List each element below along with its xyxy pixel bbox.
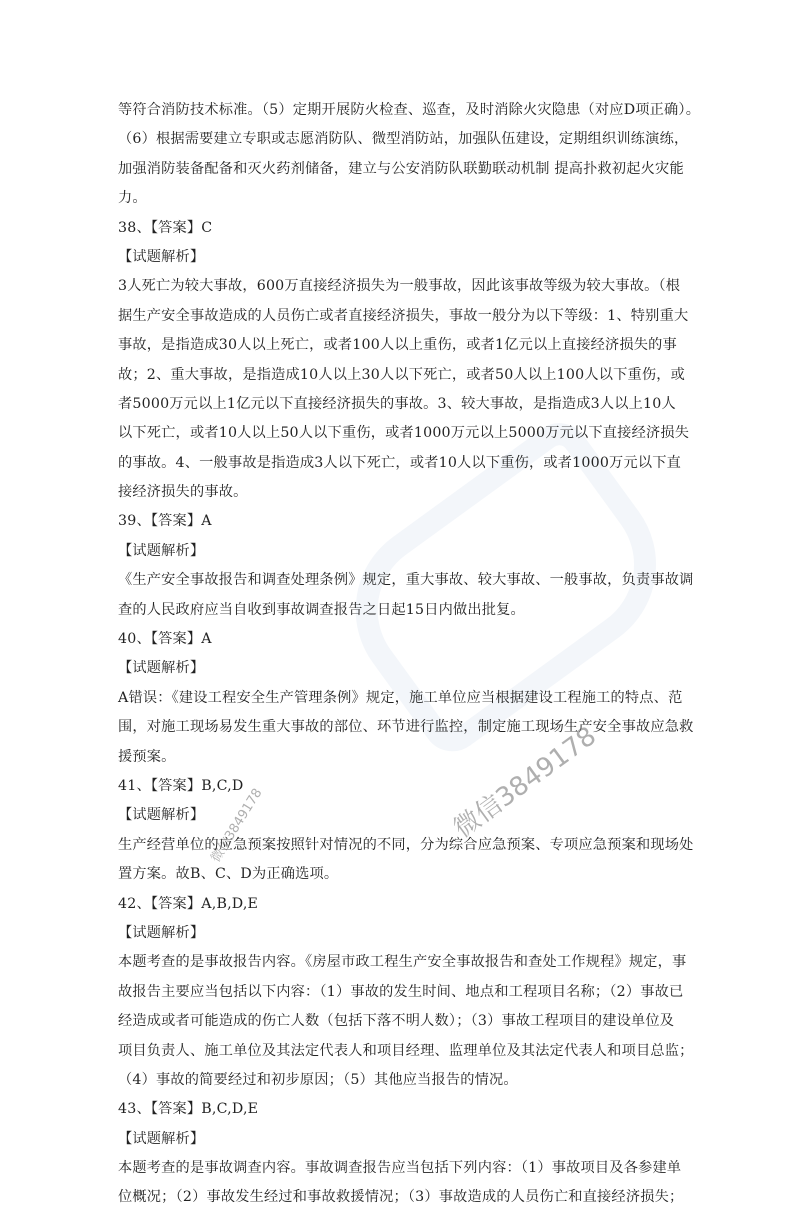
text-line: 以下死亡，或者10人以上50人以下重伤，或者1000万元以上5000万元以下直接经济损失 bbox=[118, 425, 690, 442]
text-line: 3人死亡为较大事故，600万直接经济损失为一般事故，因此该事故等级为较大事故。（根 bbox=[118, 278, 681, 295]
answer-heading-41: 41、【答案】B,C,D bbox=[118, 777, 244, 794]
text-line: 置方案。故B、C、D为正确选项。 bbox=[118, 866, 339, 883]
text-line: 经造成或者可能造成的伤亡人数（包括下落不明人数）；（3）事故工程项目的建设单位及 bbox=[118, 1013, 675, 1030]
text-line: 围，对施工现场易发生重大事故的部位、环节进行监控，制定施工现场生产安全事故应急救 bbox=[118, 719, 694, 736]
text-line: 加强消防装备配备和灭火药剂储备，建立与公安消防队联勤联动机制 提高扑救初起火灾能 bbox=[118, 160, 684, 177]
watermark-text-small: 微信3849178 bbox=[208, 785, 266, 866]
analysis-heading: 【试题解析】 bbox=[118, 248, 205, 265]
text-line: 者5000万元以上1亿元以下直接经济损失的事故。3、较大事故，是指造成3人以上10人 bbox=[118, 395, 676, 412]
text-line: 生产经营单位的应急预案按照针对情况的不同，分为综合应急预案、专项应急预案和现场处 bbox=[118, 836, 694, 853]
analysis-heading: 【试题解析】 bbox=[118, 1130, 205, 1147]
answer-heading-38: 38、【答案】C bbox=[118, 219, 213, 236]
text-line: 位概况；（2）事故发生经过和事故救援情况；（3）事故造成的人员伤亡和直接经济损失； bbox=[118, 1189, 684, 1206]
text-line: 查的人民政府应当自收到事故调查报告之日起15日内做出批复。 bbox=[118, 601, 525, 618]
text-line: 援预案。 bbox=[118, 748, 176, 765]
text-line: 故；2、重大事故，是指造成10人以上30人以下死亡，或者50人以上100人以下重伤，或 bbox=[118, 366, 686, 383]
answer-explanation-text bbox=[118, 96, 701, 1213]
text-line: 力。 bbox=[118, 190, 147, 207]
text-line: （6）根据需要建立专职或志愿消防队、微型消防站，加强队伍建设，定期组织训练演练， bbox=[118, 131, 689, 148]
analysis-heading: 【试题解析】 bbox=[118, 660, 205, 677]
text-line: 据生产安全事故造成的人员伤亡或者直接经济损失，事故一般分为以下等级：1、特别重大 bbox=[118, 307, 689, 324]
text-line: 本题考查的是事故调查内容。事故调查报告应当包括下列内容：（1）事故项目及各参建单 bbox=[118, 1160, 682, 1177]
watermark-text-large: 微信3849178 bbox=[448, 721, 602, 845]
answer-heading-43: 43、【答案】B,C,D,E bbox=[118, 1101, 259, 1118]
text-line: 故报告主要应当包括以下内容：（1）事故的发生时间、地点和工程项目名称；（2）事故已 bbox=[118, 983, 684, 1000]
text-line: 《生产安全事故报告和调查处理条例》规定，重大事故、较大事故、一般事故，负责事故调 bbox=[118, 572, 694, 589]
text-line: 等符合消防技术标准。（5）定期开展防火检查、巡查，及时消除火灾隐患（对应D项正确）。 bbox=[118, 102, 701, 118]
text-line: A错误：《建设工程安全生产管理条例》规定，施工单位应当根据建设工程施工的特点、范 bbox=[118, 689, 683, 706]
text-line: 本题考查的是事故报告内容。《房屋市政工程生产安全事故报告和查处工作规程》规定，事 bbox=[118, 954, 687, 971]
analysis-heading: 【试题解析】 bbox=[118, 542, 205, 559]
analysis-heading: 【试题解析】 bbox=[118, 807, 205, 824]
answer-heading-40: 40、【答案】A bbox=[118, 631, 212, 648]
text-line: 接经济损失的事故。 bbox=[118, 484, 248, 501]
analysis-heading: 【试题解析】 bbox=[118, 924, 205, 941]
text-line: 事故，是指造成30人以上死亡，或者100人以上重伤，或者1亿元以上直接经济损失的事 bbox=[118, 337, 677, 354]
text-line: （4）事故的简要经过和初步原因；（5）其他应当报告的情况。 bbox=[118, 1071, 518, 1088]
answer-heading-39: 39、【答案】A bbox=[118, 513, 212, 530]
text-line: 的事故。4、一般事故是指造成3人以下死亡，或者10人以下重伤，或者1000万元以下直 bbox=[118, 454, 681, 471]
answer-heading-42: 42、【答案】A,B,D,E bbox=[118, 895, 259, 912]
text-line: 项目负责人、施工单位及其法定代表人和项目经理、监理单位及其法定代表人和项目总监； bbox=[118, 1042, 694, 1059]
